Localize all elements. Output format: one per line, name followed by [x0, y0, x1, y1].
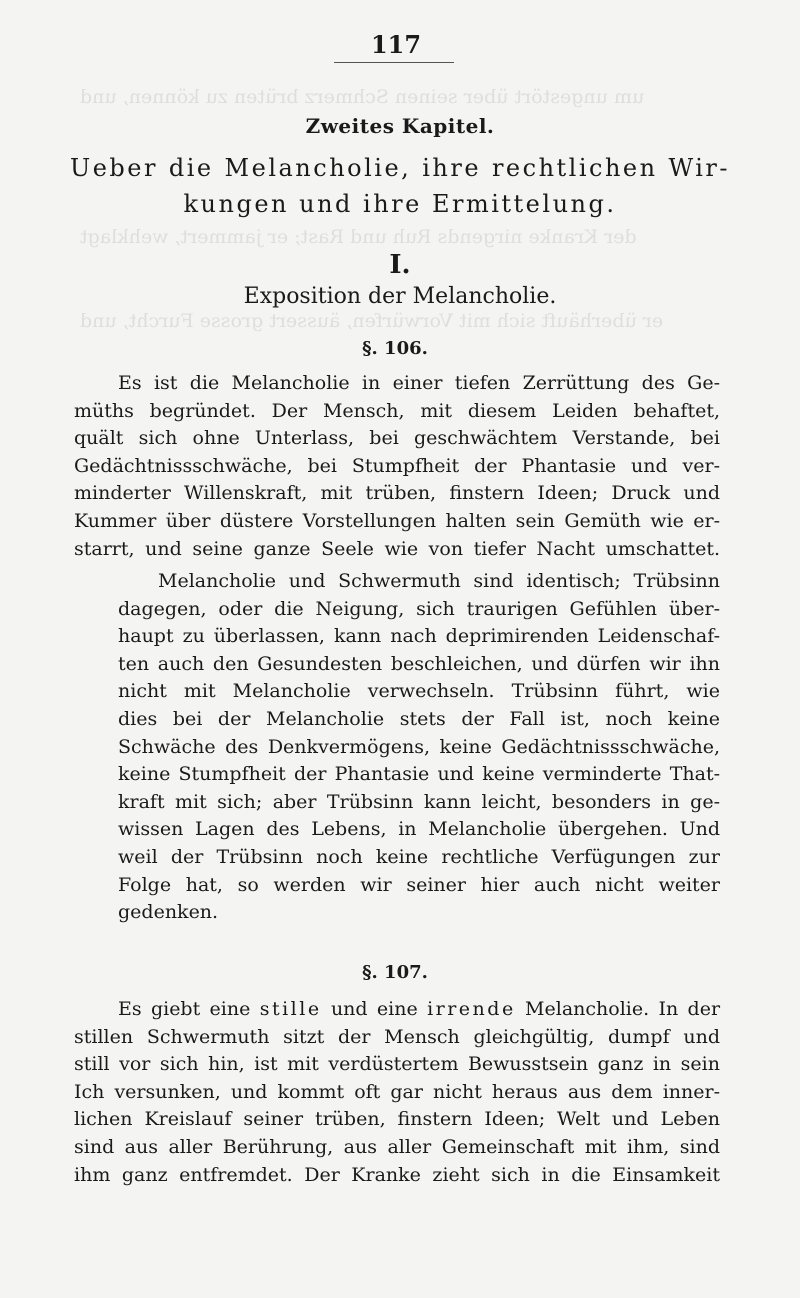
- text-line: dies bei der Melancholie stets der Fall ist, noch keine: [118, 707, 720, 730]
- text-line: ten auch den Gesundesten beschleichen, und dürfen wir ihn: [118, 652, 720, 675]
- paragraph-mark-106: §. 106.: [362, 338, 428, 359]
- text-line-first: [74, 996, 720, 1024]
- text-line: sind aus aller Berührung, aus aller Gemeinschaft mit ihm, sind: [74, 1135, 720, 1158]
- text-line: Folge hat, so werden wir seiner hier auch nicht weiter: [118, 873, 720, 896]
- section-title: Exposition der Melancholie.: [243, 284, 557, 309]
- chapter-title-line: Ueber die Melancholie, ihre rechtlichen Wir-: [70, 154, 730, 182]
- text-line: ihm ganz entfremdet. Der Kranke zieht sich in die Einsamkeit: [74, 1163, 720, 1186]
- text-run: und eine: [330, 998, 418, 1020]
- text-line: Kummer über düstere Vorstellungen halten sein Gemüth wie er-: [74, 509, 720, 532]
- text-line: müths begründet. Der Mensch, mit diesem Leiden behaftet,: [74, 399, 720, 422]
- text-line: lichen Kreislauf seiner trüben, finstern Ideen; Welt und Leben: [74, 1108, 720, 1131]
- text-line: wissen Lagen des Lebens, in Melancholie übergehen. Und: [118, 818, 720, 841]
- text-line: haupt zu überlassen, kann nach deprimirenden Leidenschaf-: [118, 625, 720, 648]
- paragraph-107-text: [74, 996, 720, 1189]
- text-run: Melancholie. In der: [525, 998, 721, 1020]
- chapter-label: Zweites Kapitel.: [305, 114, 495, 138]
- bleed-through-decoration: um ungestört über seinen Schmerz brüten zu können, und: [80, 86, 645, 108]
- text-line: Gedächtnissschwäche, bei Stumpfheit der Phantasie und ver-: [74, 454, 720, 477]
- text-line: quält sich ohne Unterlass, bei geschwächtem Verstande, bei: [74, 427, 720, 450]
- text-line: keine Stumpfheit der Phantasie und keine verminderte That-: [118, 763, 720, 786]
- text-line: Es ist die Melancholie in einer tiefen Zerrüttung des Ge-: [118, 372, 720, 394]
- text-line: weil der Trübsinn noch keine rechtliche Verfügungen zur: [118, 845, 720, 868]
- chapter-title-line: kungen und ihre Ermittelung.: [183, 190, 617, 218]
- emphasis-irrende: irrende: [427, 998, 516, 1020]
- paragraph-106-text: [74, 370, 720, 563]
- paragraph-mark-107: §. 107.: [362, 962, 428, 983]
- text-line: gedenken.: [118, 901, 219, 924]
- text-line: Schwäche des Denkvermögens, keine Gedächtnissschwäche,: [118, 735, 720, 758]
- bleed-through-decoration: er überhäuft sich mit Vorwürfen, äussert grosse Furcht, und: [80, 310, 664, 332]
- bleed-through-decoration: der Kranke nirgends Ruh und Rast; er jammert, wehklagt: [80, 226, 637, 248]
- section-numeral: I.: [389, 250, 411, 280]
- text-line: kraft mit sich; aber Trübsinn kann leicht, besonders in ge-: [118, 790, 720, 813]
- text-line: Ich versunken, und kommt oft gar nicht heraus aus dem inner-: [74, 1080, 720, 1103]
- text-line: minderter Willenskraft, mit trüben, finstern Ideen; Druck und: [74, 482, 720, 505]
- page-number: 117: [370, 30, 422, 59]
- chapter-title: [70, 150, 730, 222]
- paragraph-106-note: [118, 568, 720, 927]
- text-run: Es giebt eine: [118, 998, 251, 1020]
- emphasis-stille: stille: [259, 998, 322, 1020]
- text-line: still vor sich hin, ist mit verdüstertem Bewusstsein ganz in sein: [74, 1053, 720, 1076]
- text-line: starrt, und seine ganze Seele wie von tiefer Nacht umschattet.: [74, 537, 720, 560]
- text-line: dagegen, oder die Neigung, sich traurigen Gefühlen über-: [118, 597, 720, 620]
- text-line: nicht mit Melancholie verwechseln. Trübsinn führt, wie: [118, 680, 720, 703]
- text-line: Melancholie und Schwermuth sind identisch; Trübsinn: [158, 570, 720, 592]
- text-line: stillen Schwermuth sitzt der Mensch gleichgültig, dumpf und: [74, 1025, 720, 1048]
- page-number-rule: [334, 62, 454, 63]
